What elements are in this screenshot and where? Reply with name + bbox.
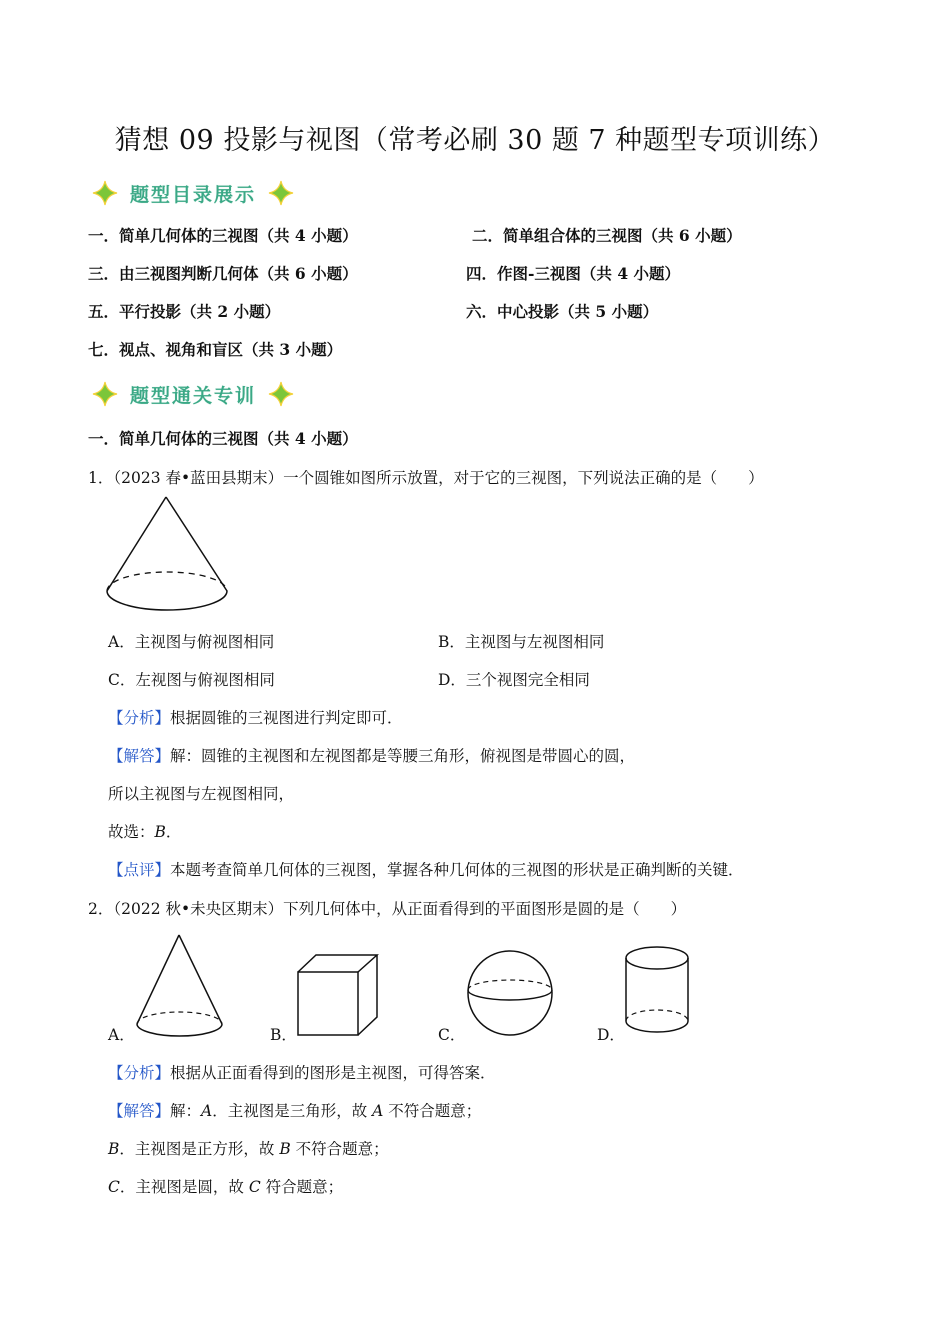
option-letter: A — [201, 1102, 213, 1120]
catalog-item-4[interactable]: 四．作图-三视图（共 4 小题） — [466, 264, 681, 283]
sparkle-icon — [92, 180, 118, 206]
q2-analysis — [108, 1061, 496, 1083]
answer-text: 解： — [170, 1102, 202, 1120]
catalog-item-6[interactable]: 六．中心投影（共 5 小题） — [466, 302, 659, 321]
question-1-stem: 1．（2023 春•蓝田县期末）一个圆锥如图所示放置，对于它的三视图，下列说法正确的是（ ） — [88, 469, 764, 487]
catalog-banner-text: 题型目录展示 — [130, 183, 257, 206]
q2-cone-figure[interactable] — [133, 932, 228, 1042]
training-banner-text: 题型通关专训 — [130, 384, 257, 407]
page-title: 猜想 09 投影与视图（常考必刷 30 题 7 种题型专项训练） — [114, 125, 836, 156]
q2-sphere-figure[interactable] — [465, 948, 557, 1040]
option-letter: C — [108, 1178, 120, 1196]
q1-choice — [108, 820, 181, 842]
catalog-item-1[interactable]: 一．简单几何体的三视图（共 4 小题） — [88, 226, 358, 245]
q2-answer-b — [108, 1137, 389, 1159]
answer-text: ．主视图是正方形，故 — [119, 1140, 280, 1158]
q1-comment — [108, 858, 744, 880]
answer-text: ．主视图是圆，故 — [119, 1178, 249, 1196]
question-2-stem: 2．（2022 秋•未央区期末）下列几何体中，从正面看得到的平面图形是圆的是（ ） — [88, 900, 687, 918]
analysis-tag: 【分析】 — [108, 1064, 171, 1082]
analysis-text: 根据圆锥的三视图进行判定即可． — [170, 709, 403, 727]
option-letter: B — [108, 1140, 120, 1158]
answer-text: 符合题意； — [260, 1178, 344, 1196]
sparkle-icon — [268, 381, 294, 407]
q1-analysis — [108, 706, 403, 728]
answer-tag: 【解答】 — [108, 1102, 171, 1120]
q1-option-d[interactable]: D．三个视图完全相同 — [438, 671, 590, 689]
q1-option-b[interactable]: B．主视图与左视图相同 — [438, 633, 605, 651]
q1-answer — [108, 744, 635, 766]
answer-text: 不符合题意； — [383, 1102, 482, 1120]
catalog-item-7[interactable]: 七．视点、视角和盲区（共 3 小题） — [88, 340, 343, 359]
analysis-tag: 【分析】 — [108, 709, 171, 727]
q2-answer-a — [108, 1099, 481, 1121]
q2-option-a-label[interactable]: A． — [108, 1026, 135, 1044]
q2-option-b-label[interactable]: B． — [270, 1026, 297, 1044]
q2-cylinder-figure[interactable] — [622, 943, 694, 1039]
comment-text: 本题考查简单几何体的三视图，掌握各种几何体的三视图的形状是正确判断的关键． — [170, 861, 744, 879]
q2-answer-c — [108, 1175, 343, 1197]
answer-tag: 【解答】 — [108, 747, 171, 765]
cone-figure — [100, 494, 240, 618]
catalog-item-2[interactable]: 二．简单组合体的三视图（共 6 小题） — [472, 226, 742, 245]
answer-text: 不符合题意； — [290, 1140, 389, 1158]
answer-text: ．主视图是三角形，故 — [212, 1102, 373, 1120]
analysis-text: 根据从正面看得到的图形是主视图，可得答案． — [170, 1064, 496, 1082]
q1-option-c[interactable]: C．左视图与俯视图相同 — [108, 671, 275, 689]
comment-tag: 【点评】 — [108, 861, 171, 879]
q2-option-d-label[interactable]: D． — [597, 1026, 625, 1044]
q1-answer-line-2: 所以主视图与左视图相同， — [108, 785, 295, 803]
choice-letter: B — [154, 823, 166, 841]
training-banner — [92, 379, 294, 409]
q2-option-c-label[interactable]: C． — [438, 1026, 466, 1044]
option-letter: C — [248, 1178, 261, 1196]
choice-suffix: ． — [165, 823, 182, 841]
q1-option-a[interactable]: A．主视图与俯视图相同 — [108, 633, 275, 651]
choice-prefix: 故选： — [108, 823, 155, 841]
option-letter: A — [372, 1102, 384, 1120]
sparkle-icon — [92, 381, 118, 407]
q2-cube-figure[interactable] — [296, 952, 382, 1040]
option-letter: B — [279, 1140, 291, 1158]
section-heading: 一．简单几何体的三视图（共 4 小题） — [88, 429, 358, 448]
answer-text: 解：圆锥的主视图和左视图都是等腰三角形，俯视图是带圆心的圆， — [170, 747, 636, 765]
catalog-banner — [92, 178, 294, 208]
catalog-item-5[interactable]: 五．平行投影（共 2 小题） — [88, 302, 281, 321]
catalog-item-3[interactable]: 三．由三视图判断几何体（共 6 小题） — [88, 264, 358, 283]
sparkle-icon — [268, 180, 294, 206]
